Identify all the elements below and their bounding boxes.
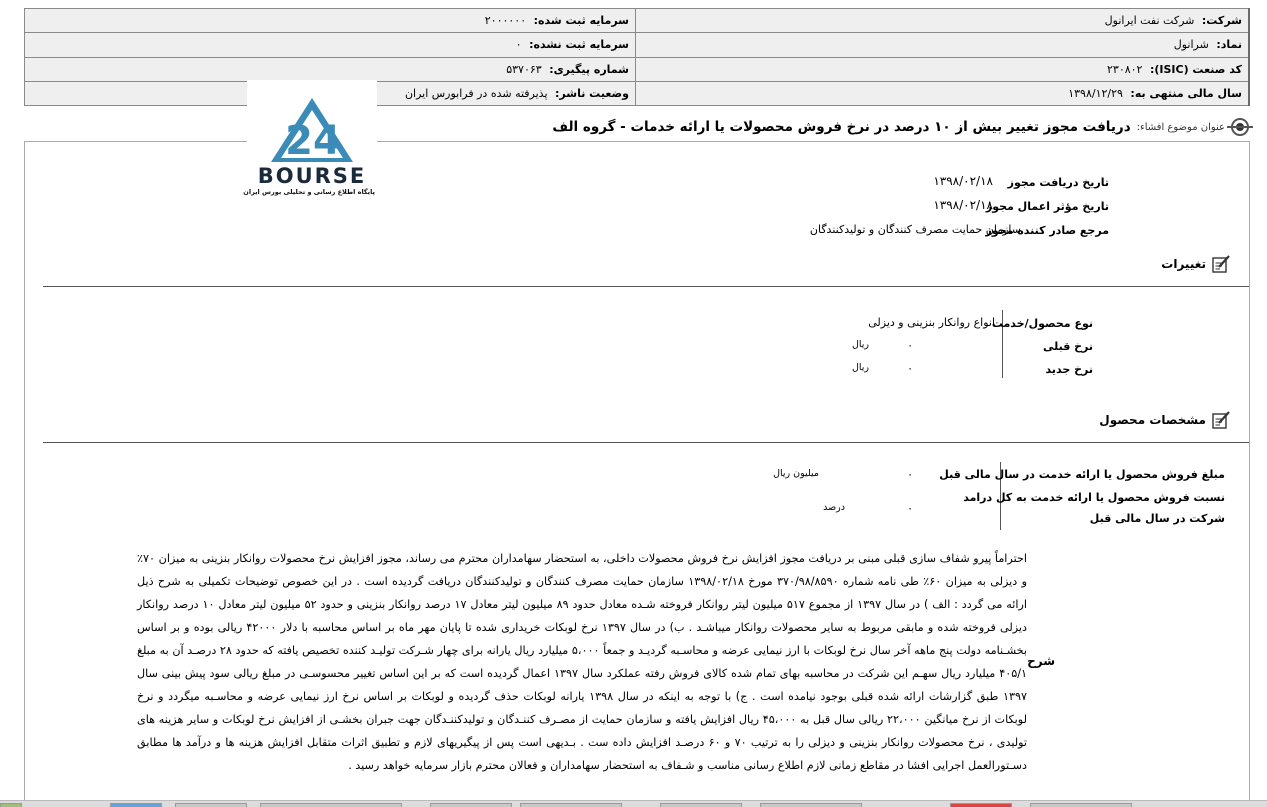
company-info-table: [24, 8, 1250, 106]
fiscal-year-label: سال مالی منتهی به:: [1130, 86, 1242, 100]
receive-date-value: ۱۳۹۸/۰۲/۱۸: [933, 174, 993, 188]
disclosure-title-label: عنوان موضوع افشاء:: [1136, 121, 1225, 133]
sales-amount-unit: میلیون ریال: [773, 468, 819, 479]
company-value: شرکت نفت ایرانول: [1104, 14, 1195, 28]
changes-heading-text: تغییرات: [1161, 257, 1206, 271]
capital-registered-value: ۲۰۰۰۰۰۰: [484, 14, 527, 28]
tracking-value: ۵۳۷۰۶۳: [506, 62, 542, 76]
changes-divider: [43, 286, 1249, 287]
new-rate-unit: ریال: [851, 362, 869, 373]
disclosure-title-row: [552, 116, 1249, 138]
disclosure-title: دریافت مجوز تغییر بیش از ۱۰ درصد در نرخ فروش محصولات یا ارائه خدمات - گروه الف: [552, 119, 1131, 135]
symbol-value: شرانول: [1173, 38, 1209, 52]
description-text: احتراماً پیرو شفاف سازی قبلی مبنی بر دریافت مجوز افزایش نرخ فروش محصولات داخلی، به استحضار سهامداران محترم می رساند، مجوز افزایش نرخ محصولات روانکار بنزینی به میزان ۷۰٪ و دیزلی به میزان ۶۰٪ طی نامه شماره ۳۷۰/۹۸/۸۵۹۰ مورخ ۱۳۹۸/۰۲/۱۸ سازمان حمایت مصرف کنندگان و تولیدکنندگان دریافت گردیده است . در این خصوص توضیحات تکمیلی به شرح ذیل ارائه می گردد : الف ) در سال ۱۳۹۷ از مجموع ۵۱۷ میلیون لیتر روانکار فروخته شـده معادل حدود ۸۹ میلیون لیتر معادل ۱۷ درصد روانکار بنزینی و حدود ۵۲ میلیون لیتر معادل ۱۰ درصد روانکار دیزلی فروخته شده و مابقی مربوط به سایر محصولات روانکار میباشـد . ب) در سال ۱۳۹۷ نرخ لوبکات خریداری شده تا پایان مهر ماه بر اساس محاسبه با دلار ۴۲۰۰۰ ریالی بوده و بر اساس بخشـنامه دولت پنج ماهه آخر سال نرخ لوبکات با ارز نیمایی عرضه و محاسـبه گردیـد و جمعاً ۵،۰۰۰ میلیارد ریال یارانه برای چهار شـرکت تولیـد کننده تخصیص یافته که حدود ۲۸ درصـد آن به مبلغ ۴۰۵/۱ میلیارد ریال سهـم این شرکت در محاسبه بهای تمام شده کالای فروش رفته عملکرد سال ۱۳۹۷ اعمال گردیده است که بر این اساس تغییر محسوسـی در مبلغ ریالی سود پیش بینی سال ۱۳۹۷ طبق گزارشات ارائه شده قبلی بوجود نیامده است . ج) با توجه به اینکه در سال ۱۳۹۸ یارانه لوبکات حذف گردیده و لوبکات بر اساس نرخ ارز نیمایی عرضه و محاسـبه میگردد و نرخ لوبکات از نرخ میانگین ۲۲،۰۰۰ ریالی سال قبل به ۴۵،۰۰۰ ریال افزایش یافته و سازمان حمایت از مصـرف کننـدگان و تولیدکننـدگان جهت جبران بخشـی از افزایش نرخ لوبکات و سایر هزینه های تولیدی ، نرخ محصولات روانکار بنزینی و دیزلی را به ترتیب ۷۰ و ۶۰ درصـد افزایش داده ست . بـدیهی است پس از پیگیریهای لازم و تطبیق اثرات متقابل افزایش هزینه ها و درآمد ها مطابق دسـتورالعمل اجرایی افشا در مقاطع زمانی لازم اطلاع رسانی مناسب و شـفاف به استحضار سهامداران و فعالان محترم بازار سرمایه خواهد رسید .: [137, 552, 1028, 772]
effective-date-label: تاریخ مؤثر اعمال مجوز: [985, 200, 1109, 213]
issuer-value: سازمان حمایت مصرف کنندگان و تولیدکنندگان: [809, 223, 1021, 236]
company-label: شرکت:: [1201, 14, 1242, 28]
taskbar-item[interactable]: [430, 803, 512, 807]
publisher-status-value: پذیرفته شده در فرابورس ایران: [404, 86, 548, 100]
description-label: شرح: [1027, 654, 1055, 668]
product-specs-heading-text: مشخصات محصول: [1099, 413, 1206, 427]
product-specs-divider: [43, 442, 1249, 443]
logo-text: BOURSE: [257, 164, 367, 188]
taskbar-item[interactable]: [260, 803, 402, 807]
tracking-label: شماره پیگیری:: [549, 62, 629, 76]
logo-number: 24: [285, 118, 341, 164]
sales-ratio-unit: درصد: [823, 502, 845, 513]
taskbar-start-button[interactable]: [0, 803, 22, 807]
fiscal-year-value: ۱۳۹۸/۱۲/۲۹: [1068, 86, 1123, 100]
sales-amount-value: ۰: [907, 468, 913, 481]
product-specs-heading: [1099, 410, 1231, 430]
target-icon: [1231, 118, 1249, 136]
taskbar: [0, 800, 1267, 807]
effective-date-value: ۱۳۹۸/۰۲/۱۸: [933, 198, 993, 212]
old-rate-value: ۰: [907, 339, 913, 352]
capital-registered-cell: [25, 9, 636, 33]
tracking-cell: [25, 57, 636, 81]
old-rate-label: نرخ قبلی: [1042, 340, 1093, 353]
taskbar-item[interactable]: [1030, 803, 1132, 807]
new-rate-label: نرخ جدید: [1045, 363, 1093, 376]
logo-subtitle: پایگاه اطلاع رسانی و تحلیلی بورس ایران: [243, 188, 375, 196]
sales-amount-label: مبلغ فروش محصول یا ارائه خدمت در سال مالی قبل: [939, 468, 1225, 481]
sales-ratio-label-line2: شرکت در سال مالی قبل: [1089, 512, 1225, 525]
isic-cell: [636, 57, 1250, 81]
taskbar-item[interactable]: [110, 803, 162, 807]
issuer-label: مرجع صادر کننده مجوز: [985, 224, 1109, 237]
capital-unregistered-cell: [25, 33, 636, 57]
isic-label: کد صنعت (ISIC):: [1149, 62, 1242, 76]
capital-unregistered-value: ۰: [515, 38, 522, 52]
logo-mark-icon: [247, 80, 377, 164]
taskbar-item[interactable]: [760, 803, 862, 807]
taskbar-item[interactable]: [175, 803, 247, 807]
new-rate-value: ۰: [907, 362, 913, 375]
fiscal-year-cell: [636, 81, 1250, 105]
receive-date-label: تاریخ دریافت مجوز: [1007, 176, 1109, 189]
publisher-status-label: وضعیت ناشر:: [555, 86, 629, 100]
taskbar-item[interactable]: [660, 803, 742, 807]
product-type-value: انواع روانکار بنزینی و دیزلی: [868, 316, 995, 329]
sales-ratio-value: ۰: [907, 502, 913, 515]
symbol-label: نماد:: [1216, 38, 1242, 52]
isic-value: ۲۳۰۸۰۲: [1107, 62, 1143, 76]
company-cell: [636, 9, 1250, 33]
taskbar-item[interactable]: [520, 803, 622, 807]
bourse24-logo: [243, 80, 377, 210]
edit-note-icon: [1211, 410, 1231, 430]
old-rate-unit: ریال: [851, 339, 869, 350]
changes-heading: [1161, 254, 1231, 274]
edit-note-icon: [1211, 254, 1231, 274]
capital-registered-label: سرمایه ثبت شده:: [533, 14, 629, 28]
capital-unregistered-label: سرمایه ثبت نشده:: [529, 38, 629, 52]
product-type-label: نوع محصول/خدمت: [991, 317, 1093, 330]
taskbar-item[interactable]: [950, 803, 1012, 807]
disclosure-content: [24, 141, 1250, 807]
sales-ratio-label-line1: نسبت فروش محصول یا ارائه خدمت به کل درامد: [963, 491, 1225, 504]
symbol-cell: [636, 33, 1250, 57]
